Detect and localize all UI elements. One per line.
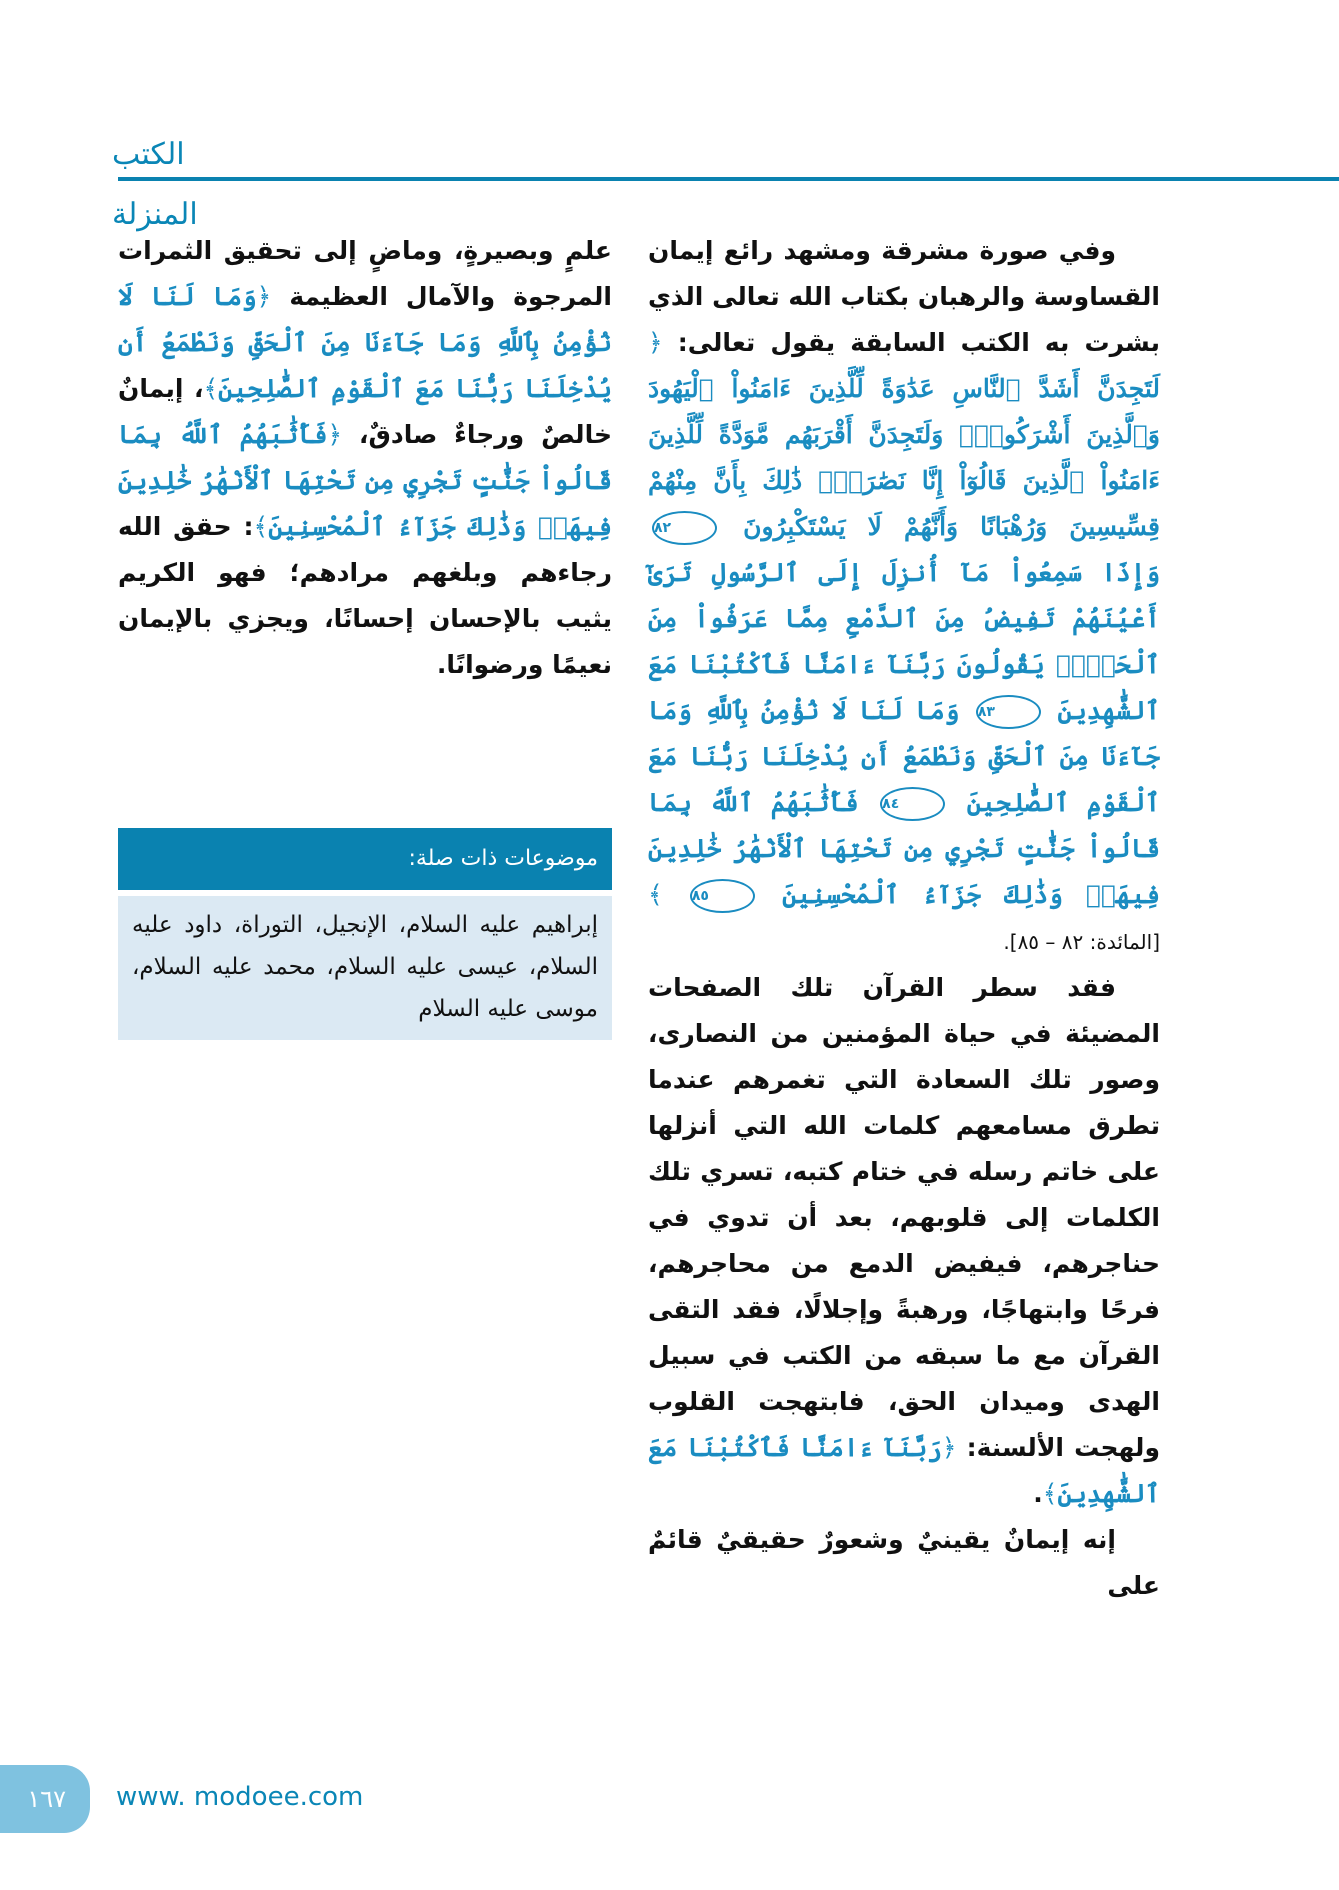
ornament-close-icon: ﴾ — [1042, 1479, 1058, 1508]
quran-verse-83: وَإِذَا سَمِعُواْ مَآ أُنزِلَ إِلَى ٱلرَّسُولِ تَرَىٰٓ أَعْيُنَهُمْ تَفِيضُ مِنَ ٱلدَّمْعِ مِمَّا عَرَفُواْ مِنَ ٱلْحَقِّۖ يَقُولُونَ رَبَّنَآ ءَامَنَّا فَٱكْتُبْنَا مَعَ ٱلشَّٰهِدِينَ — [648, 558, 1160, 725]
left-text-2: ، إيمانٌ خالصٌ ورجاءٌ صادقٌ، — [118, 374, 612, 449]
body-text: فقد سطر القرآن تلك الصفحات المضيئة في حياة المؤمنين من النصارى، وصور تلك السعادة التي تغمرهم عندما تطرق مسامعهم كلمات الله التي أنزلها على خاتم رسله في ختام كتبه، تسري تلك الكلمات إلى قلوبهم، بعد أن تدوي في حناجرهم، فيفيض الدمع من محاجرهم، فرحًا وابتهاجًا، ورهبةً وإجلالًا، فقد التقى القرآن مع ما سبقه من الكتب في سبيل الهدى وميدان الحق، فابتهجت القلوب ولهجت الألسنة: — [648, 973, 1160, 1462]
related-topics-box — [118, 828, 612, 1040]
ayah-number-83: ٨٣ — [976, 695, 1041, 729]
ayah-number-82: ٨٢ — [652, 511, 717, 545]
left-text-3: : حقق الله رجاءهم وبلغهم مرادهم؛ فهو الكريم يثيب بالإحسان إحسانًا، ويجزي بالإيمان نعيمًا ورضوانًا. — [118, 512, 612, 679]
ornament-open-icon: ﴿ — [256, 282, 272, 311]
intro-text: وفي صورة مشرقة ومشهد رائع إيمان القساوسة والرهبان بكتاب الله تعالى الذي بشرت به الكتب السابقة يقول تعالى: — [648, 236, 1160, 357]
ornament-open-icon: ﴿ — [941, 1433, 957, 1462]
quran-verse-left-2: فَأَثَٰبَهُمُ ٱللَّهُ بِمَا قَالُواْ جَنَّٰتٍ تَجْرِي مِن تَحْتِهَا ٱلْأَنْهَٰرُ خَٰلِدِينَ فِيهَاۚ وَذَٰلِكَ جَزَآءُ ٱلْمُحْسِنِينَ — [118, 420, 612, 541]
paragraph-continuation: إنه إيمانٌ يقينيٌ وشعورٌ حقيقيٌ قائمٌ على — [648, 1525, 1160, 1600]
verse-reference: [المائدة: ٨٢ – ٨٥]. — [1003, 930, 1160, 954]
ayah-number-85: ٨٥ — [690, 879, 755, 913]
ornament-open-icon: ﴿ — [648, 328, 663, 357]
quran-verse-82: لَتَجِدَنَّ أَشَدَّ ٱلنَّاسِ عَدَٰوَةً لِّلَّذِينَ ءَامَنُواْ ٱلْيَهُودَ وَٱلَّذِينَ أَشْرَكُواْۖ وَلَتَجِدَنَّ أَقْرَبَهُم مَّوَدَّةً لِّلَّذِينَ ءَامَنُواْ ٱلَّذِينَ قَالُوٓاْ إِنَّا نَصَٰرَىٰۚ ذَٰلِكَ بِأَنَّ مِنْهُمْ قِسِّيسِينَ وَرُهْبَانًا وَأَنَّهُمْ لَا يَسْتَكْبِرُونَ — [648, 374, 1160, 541]
header-divider — [118, 177, 1339, 181]
quran-verse-quote: رَبَّنَآ ءَامَنَّا فَٱكْتُبْنَا مَعَ ٱلشَّٰهِدِينَ — [648, 1433, 1160, 1508]
page-number-badge: ١٦٧ — [0, 1765, 90, 1833]
ornament-close-icon: ﴾ — [648, 880, 663, 909]
quran-verse-84: وَمَا لَنَا لَا نُؤْمِنُ بِٱللَّهِ وَمَا جَآءَنَا مِنَ ٱلْحَقِّ وَنَطْمَعُ أَن يُدْخِلَنَا رَبُّنَا مَعَ ٱلْقَوْمِ ٱلصَّٰلِحِينَ — [648, 696, 1160, 817]
website-link[interactable]: www. modoee.com — [116, 1782, 364, 1812]
ayah-number-84: ٨٤ — [880, 787, 945, 821]
related-topics-list[interactable]: إبراهيم عليه السلام، الإنجيل، التوراة، داود عليه السلام، عيسى عليه السلام، محمد عليه السلام، موسى عليه السلام — [118, 896, 612, 1040]
body-end: . — [1033, 1479, 1043, 1508]
quran-verse-left-1: وَمَا لَنَا لَا نُؤْمِنُ بِٱللَّهِ وَمَا جَآءَنَا مِنَ ٱلْحَقِّ وَنَطْمَعُ أَن يُدْخِلَنَا رَبُّنَا مَعَ ٱلْقَوْمِ ٱلصَّٰلِحِينَ — [118, 282, 612, 403]
left-text-1: علمٍ وبصيرةٍ، وماضٍ إلى تحقيق الثمرات المرجوة والآمال العظيمة — [118, 236, 612, 311]
ornament-open-icon: ﴿ — [327, 420, 343, 449]
related-topics-title: موضوعات ذات صلة: — [118, 828, 612, 890]
ornament-close-icon: ﴾ — [253, 512, 269, 541]
ornament-close-icon: ﴾ — [203, 374, 219, 403]
paragraph-intro — [648, 228, 1160, 965]
paragraph-left — [118, 228, 612, 688]
book-title-logo: الكتب المنزلة — [112, 137, 198, 232]
right-column — [648, 228, 1160, 1609]
left-column — [118, 228, 612, 688]
quran-verse-85: فَأَثَٰبَهُمُ ٱللَّهُ بِمَا قَالُواْ جَنَّٰتٍ تَجْرِي مِن تَحْتِهَا ٱلْأَنْهَٰرُ خَٰلِدِينَ فِيهَاۚ وَذَٰلِكَ جَزَآءُ ٱلْمُحْسِنِينَ — [648, 788, 1160, 909]
paragraph-body — [648, 965, 1160, 1517]
